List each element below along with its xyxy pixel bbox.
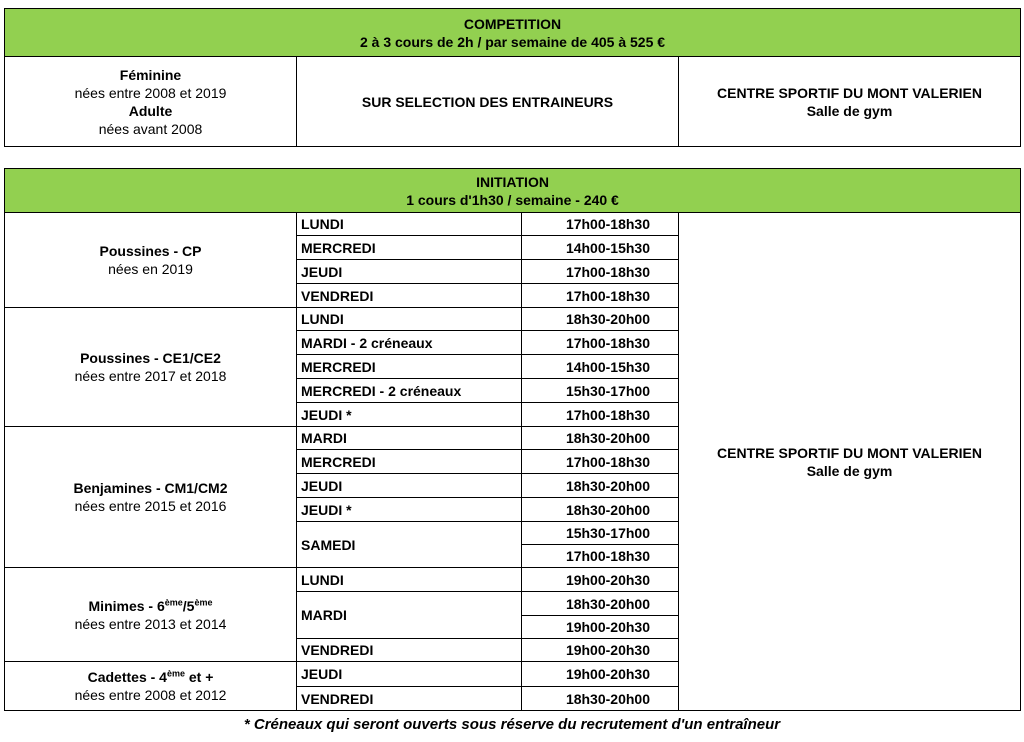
venue-name: CENTRE SPORTIF DU MONT VALERIEN	[717, 84, 982, 101]
slot-time: 17h00-18h30	[522, 403, 679, 427]
competition-subtitle: 2 à 3 cours de 2h / par semaine de 405 à 525 €	[359, 33, 666, 50]
competition-groups	[5, 57, 297, 147]
slot-time: 19h00-20h30	[522, 639, 679, 662]
slot-day: JEUDI	[297, 260, 522, 284]
slot-day: LUNDI	[297, 568, 522, 592]
slot-time: 17h00-18h30	[522, 545, 679, 568]
slot-time: 18h30-20h00	[522, 592, 679, 616]
competition-table	[4, 8, 1021, 147]
slot-time: 17h00-18h30	[522, 213, 679, 236]
group-cell	[5, 308, 297, 427]
slot-day: LUNDI	[297, 308, 522, 331]
group-ages: nées en 2019	[108, 261, 193, 277]
group-cell	[5, 427, 297, 568]
group-name-part: et +	[184, 669, 214, 685]
group-name: Poussines - CE1/CE2	[80, 350, 221, 366]
slot-day: VENDREDI	[297, 284, 522, 308]
slot-day: MARDI - 2 créneaux	[297, 331, 522, 355]
group-ages: nées entre 2008 et 2019	[74, 84, 227, 101]
group-name-sup: ème	[194, 596, 213, 607]
slot-day: MERCREDI	[297, 355, 522, 379]
slot-time: 14h00-15h30	[522, 355, 679, 379]
slot-day: LUNDI	[297, 213, 522, 236]
group-cell	[5, 213, 297, 308]
slot-time: 19h00-20h30	[522, 568, 679, 592]
footnote: * Créneaux qui seront ouverts sous réserve du recrutement d'un entraîneur	[243, 716, 781, 733]
competition-header	[5, 9, 1021, 57]
slot-day: JEUDI *	[297, 498, 522, 522]
group-name: Benjamines - CM1/CM2	[73, 480, 228, 496]
group-ages: nées avant 2008	[98, 120, 203, 137]
slot-time: 18h30-20h00	[522, 308, 679, 331]
group-name-part: Cadettes - 4	[87, 669, 167, 685]
slot-day: MERCREDI	[297, 450, 522, 474]
slot-time: 18h30-20h00	[522, 687, 679, 711]
selection-note: SUR SELECTION DES ENTRAINEURS	[297, 57, 679, 147]
slot-time: 15h30-17h00	[522, 379, 679, 403]
slot-day: MARDI	[297, 592, 522, 639]
group-ages: nées entre 2008 et 2012	[74, 687, 227, 703]
initiation-header	[5, 169, 1021, 213]
group-name: Féminine	[119, 66, 182, 83]
group-name-part: /5	[182, 597, 195, 614]
group-name	[5, 597, 296, 615]
slot-day: VENDREDI	[297, 639, 522, 662]
group-name: Poussines - CP	[99, 243, 202, 259]
group-name-sup: ème	[166, 668, 185, 679]
group-name	[5, 668, 296, 686]
group-ages: nées entre 2013 et 2014	[74, 615, 227, 632]
slot-time: 17h00-18h30	[522, 331, 679, 355]
initiation-subtitle: 1 cours d'1h30 / semaine - 240 €	[406, 191, 619, 208]
slot-time: 17h00-18h30	[522, 450, 679, 474]
slot-day: JEUDI *	[297, 403, 522, 427]
group-name-sup: ème	[164, 596, 183, 607]
venue-name: CENTRE SPORTIF DU MONT VALERIEN	[717, 444, 982, 461]
initiation-table	[4, 168, 1021, 711]
slot-time: 19h00-20h30	[522, 662, 679, 687]
venue-room: Salle de gym	[806, 102, 893, 119]
slot-time: 14h00-15h30	[522, 236, 679, 260]
slot-day: JEUDI	[297, 662, 522, 687]
slot-time: 18h30-20h00	[522, 474, 679, 498]
slot-day: MERCREDI - 2 créneaux	[297, 379, 522, 403]
competition-title: COMPETITION	[463, 15, 562, 32]
slot-day: VENDREDI	[297, 687, 522, 711]
slot-time: 15h30-17h00	[522, 522, 679, 545]
initiation-venue	[679, 213, 1021, 711]
group-cell	[5, 568, 297, 662]
slot-time: 19h00-20h30	[522, 616, 679, 639]
venue-room: Salle de gym	[806, 462, 893, 479]
slot-time: 18h30-20h00	[522, 498, 679, 522]
slot-time: 17h00-18h30	[522, 260, 679, 284]
competition-venue	[679, 57, 1021, 147]
slot-time: 18h30-20h00	[522, 427, 679, 450]
slot-day: MARDI	[297, 427, 522, 450]
initiation-title: INITIATION	[476, 173, 549, 190]
slot-time: 17h00-18h30	[522, 284, 679, 308]
group-cell	[5, 662, 297, 711]
group-name-part: Minimes - 6	[88, 597, 165, 614]
slot-day: MERCREDI	[297, 236, 522, 260]
group-ages: nées entre 2015 et 2016	[74, 498, 227, 514]
slot-day: SAMEDI	[297, 522, 522, 568]
group-ages: nées entre 2017 et 2018	[74, 368, 227, 384]
slot-day: JEUDI	[297, 474, 522, 498]
group-name: Adulte	[128, 102, 173, 119]
